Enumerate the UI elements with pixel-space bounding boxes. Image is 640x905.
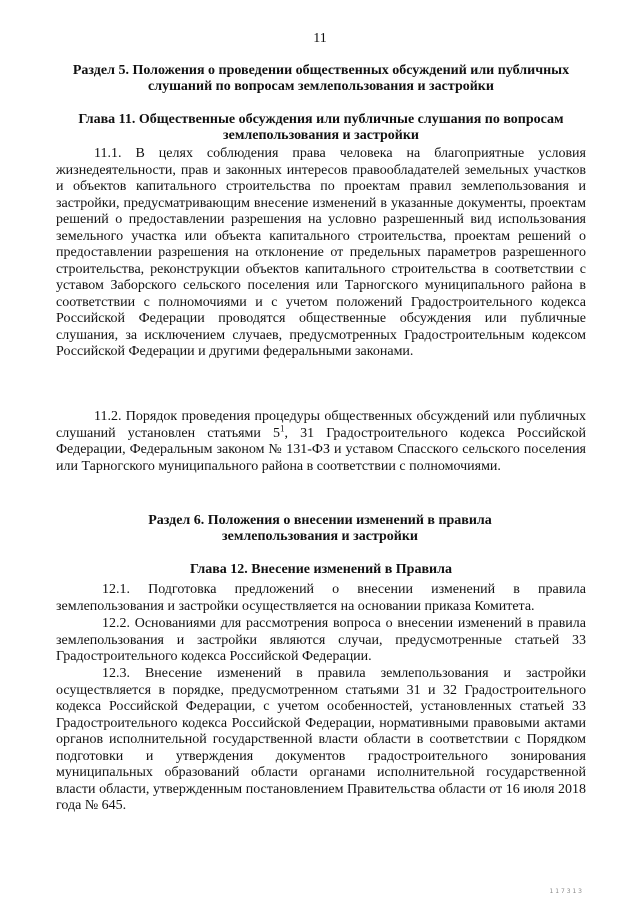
article-superscript: 1 (279, 422, 285, 433)
page-number: 11 (313, 31, 327, 46)
section-5-heading: Раздел 5. Положения о проведении общественных обсуждений или публичных слушаний по вопросам землепользования и застройки (72, 63, 570, 94)
chapter-12-heading: Глава 12. Внесение изменений в Правила (190, 562, 452, 577)
paragraph-11-2-text: 11.2. Порядок проведения процедуры общественных обсуждений или публичных слушаний установлен статьями 5 (56, 409, 586, 441)
paragraph-12-3: 12.3. Внесение изменений в правила землепользования и застройки осуществляется в порядке, предусмотренном статьями 31 и 32 Градостроительного кодекса Российской Федерации, с учетом особенностей, установленных статьей 33 Градостроительного кодекса Российской Федерации, нормативными правовыми актами органов исполнительной государственной власти области в соответствии с Порядком подготовки и утверждения документов градостроительного зонирования муниципальных образований области органами исполнительной государственной власти области, утвержденным постановлением Правительства области от 16 июля 2018 года № 645. (56, 666, 586, 813)
chapter-11-heading: Глава 11. Общественные обсуждения или публичные слушания по вопросам землепользования и застройки (78, 112, 564, 143)
paragraph-12-1: 12.1. Подготовка предложений о внесении изменений в правила землепользования и застройки осуществляется на основании приказа Комитета. (56, 582, 586, 614)
scan-mark: 1 1 7 3 1 3 (549, 888, 582, 895)
section-6-heading: Раздел 6. Положения о внесении изменений в правила землепользования и застройки (148, 513, 492, 544)
paragraph-11-2-text-end: , 31 Градостроительного кодекса Российской Федерации, Федеральным законом № 131-ФЗ и уставом Спасского сельского поселения или Тарногского муниципального района в соответствии с полномочиями. (56, 425, 586, 474)
paragraph-11-1: 11.1. В целях соблюдения права человека на благоприятные условия жизнедеятельности, прав и законных интересов правообладателей земельных участков и объектов капитального строительства по проектам правил землепользования и застройки, предусматривающим внесение изменений в указанные документы, проектам решений о предоставлении разрешения на условно разрешенный вид использования земельного участка или объекта капитального строительства, проектам решений о предоставлении разрешения на отклонение от предельных параметров разрешенного строительства, реконструкции объектов капитального строительства в соответствии с уставом Заборского сельского поселения или Тарногского муниципального района в соответствии с полномочиями и с учетом положений Градостроительного кодекса Российской Федерации проводятся общественные обсуждения или публичные слушания, за исключением случаев, предусмотренных Градостроительным кодексом Российской Федерации и другими федеральными законами. (56, 146, 586, 359)
paragraph-11-2 (56, 409, 586, 475)
paragraph-12-2: 12.2. Основаниями для рассмотрения вопроса о внесении изменений в правила землепользования и застройки являются случаи, предусмотренные статьей 33 Градостроительного кодекса Российской Федерации. (56, 616, 586, 664)
